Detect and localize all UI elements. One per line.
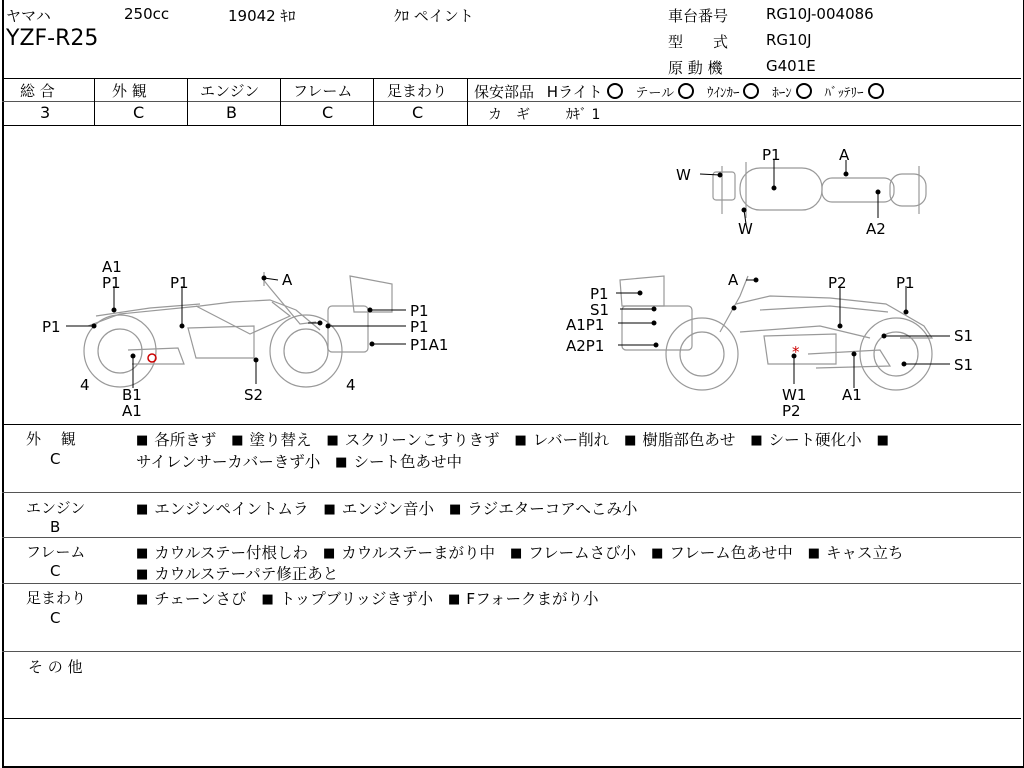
damage-mark-icon: * (792, 343, 800, 361)
divider (187, 78, 188, 125)
notes-frame-line2: ■ カウルステーパテ修正あと (136, 565, 339, 583)
notes-other-label: そ の 他 (28, 658, 83, 676)
lbl: P2 (828, 274, 847, 292)
ok-circle-icon (678, 83, 694, 99)
notes-exterior-label: 外 観 (26, 430, 76, 448)
color: ｸﾛ ペイント (394, 7, 474, 25)
notes-frame-grade: C (50, 562, 61, 580)
grade-header-total: 総 合 (20, 82, 55, 100)
divider (2, 492, 1021, 493)
note-item: カウルステーパテ修正あと (154, 565, 339, 583)
model-name: YZF-R25 (6, 26, 99, 51)
grade-total: 3 (40, 103, 51, 122)
lbl: P1 (410, 302, 429, 320)
lbl: P1 (410, 318, 429, 336)
lbl: A2P1 (566, 337, 605, 355)
lbl: W (676, 166, 691, 184)
type-value: RG10J (766, 31, 812, 49)
notes-engine-grade: B (50, 518, 61, 536)
safety-label: 保安部品 (474, 83, 535, 101)
note-item: 塗り替え (249, 431, 312, 449)
note-item: エンジンペイントムラ (154, 500, 309, 518)
divider (373, 78, 374, 125)
divider (2, 537, 1021, 538)
safety-battery: ﾊﾞｯﾃﾘｰ (824, 86, 864, 101)
note-item: トップブリッジきず小 (279, 590, 434, 608)
note-item: フレーム色あせ中 (669, 544, 793, 562)
note-item: キャス立ち (826, 544, 904, 562)
lbl: S1 (954, 327, 974, 345)
lbl: P1 (896, 274, 915, 292)
lbl: A1P1 (566, 316, 605, 334)
note-item: サイレンサーカバーきず小 (136, 453, 321, 471)
key-value: ｶｷﾞ 1 (566, 107, 601, 123)
note-item: エンジン音小 (341, 500, 434, 518)
lbl: P1 (762, 146, 781, 164)
notes-exterior-grade: C (50, 450, 61, 468)
frame-no-label: 車台番号 (668, 7, 729, 25)
lbl: S1 (590, 301, 610, 319)
lbl: W1 (782, 386, 807, 404)
lbl: A1 (102, 258, 122, 276)
notes-suspension-label: 足まわり (26, 589, 87, 607)
note-item: シート色あせ中 (353, 453, 462, 471)
bike-left-view (84, 272, 392, 387)
lbl: A1 (122, 402, 142, 420)
grade-header-suspension: 足まわり (387, 82, 448, 100)
note-item: フレームさび小 (528, 544, 637, 562)
lbl: A1 (842, 386, 862, 404)
lbl: P1 (170, 274, 189, 292)
engine-label: 原 動 機 (668, 59, 723, 77)
notes-suspension-line1: ■ チェーンさび ■ トップブリッジきず小 ■ Fフォークまがり小 (136, 590, 599, 608)
grade-header-exterior: 外 観 (112, 82, 147, 100)
grade-engine: B (226, 103, 237, 122)
grade-header-frame: フレーム (293, 82, 353, 100)
lbl: A (839, 146, 850, 164)
ok-circle-icon (607, 83, 623, 99)
note-item: チェーンさび (154, 590, 247, 608)
lbl: S2 (244, 386, 264, 404)
divider (467, 78, 468, 125)
grade-header-engine: エンジン (200, 82, 260, 100)
note-item: ラジエターコアへこみ小 (467, 500, 638, 518)
displacement: 250cc (124, 5, 170, 23)
grade-frame: C (322, 103, 334, 122)
ok-circle-icon (868, 83, 884, 99)
engine-value: G401E (766, 57, 816, 75)
note-item: スクリーンこすりきず (344, 431, 500, 449)
notes-exterior-line1: ■ 各所きず ■ 塗り替え ■ スクリーンこすりきず ■ レバー削れ ■ 樹脂部色あせ ■ シート硬化小 ■ (136, 431, 889, 449)
note-item: カウルステー付根しわ (154, 544, 309, 562)
ok-circle-icon (743, 83, 759, 99)
lbl: W (738, 220, 753, 238)
divider (2, 651, 1021, 652)
type-label: 型 式 (668, 33, 729, 51)
note-item: Fフォークまがり小 (466, 590, 599, 608)
maker: ヤマハ (6, 7, 51, 25)
notes-engine-line1: ■ エンジンペイントムラ ■ エンジン音小 ■ ラジエターコアへこみ小 (136, 500, 638, 518)
lbl: A (282, 271, 293, 289)
divider (2, 718, 1021, 719)
grade-suspension: C (412, 103, 424, 122)
notes-exterior-line2: サイレンサーカバーきず小 ■ シート色あせ中 (136, 453, 462, 471)
notes-suspension-grade: C (50, 609, 61, 627)
notes-frame-line1: ■ カウルステー付根しわ ■ カウルステーまがり中 ■ フレームさび小 ■ フレーム色あせ中 ■ キャス立ち (136, 544, 904, 562)
lbl: 4 (80, 376, 90, 394)
bike-right-view (620, 276, 932, 390)
note-item: カウルステーまがり中 (341, 544, 496, 562)
note-item: レバー削れ (532, 431, 610, 449)
ok-circle-icon (796, 83, 812, 99)
lbl: P1 (102, 274, 121, 292)
lbl: B1 (122, 386, 142, 404)
lbl: P1 (590, 285, 609, 303)
key-label: カ ギ (488, 107, 530, 123)
lbl: S1 (954, 356, 974, 374)
safety-parts (474, 81, 892, 102)
lbl: A2 (866, 220, 886, 238)
divider (2, 101, 470, 102)
divider (2, 424, 1021, 425)
note-item: 樹脂部色あせ (642, 431, 736, 449)
notes-frame-label: フレーム (26, 543, 86, 561)
lbl: A (728, 271, 739, 289)
divider (94, 78, 95, 125)
lbl: 4 (346, 376, 356, 394)
damage-diagram (0, 126, 1024, 424)
safety-horn: ﾎｰﾝ (772, 86, 792, 101)
notes-engine-label: エンジン (26, 499, 86, 517)
divider (280, 78, 281, 125)
frame-no: RG10J-004086 (766, 5, 874, 23)
mileage: 19042 ｷﾛ (228, 7, 296, 25)
note-item: シート硬化小 (768, 431, 862, 449)
grade-exterior: C (133, 103, 145, 122)
safety-winker: ｳｲﾝｶｰ (706, 86, 740, 101)
note-item: 各所きず (154, 431, 217, 449)
safety-headlight: Hライト (546, 83, 603, 101)
safety-tail: テール (635, 86, 675, 101)
lbl: P1A1 (410, 336, 449, 354)
lbl: P1 (42, 318, 61, 336)
lbl: P2 (782, 402, 801, 420)
divider (2, 78, 1021, 79)
